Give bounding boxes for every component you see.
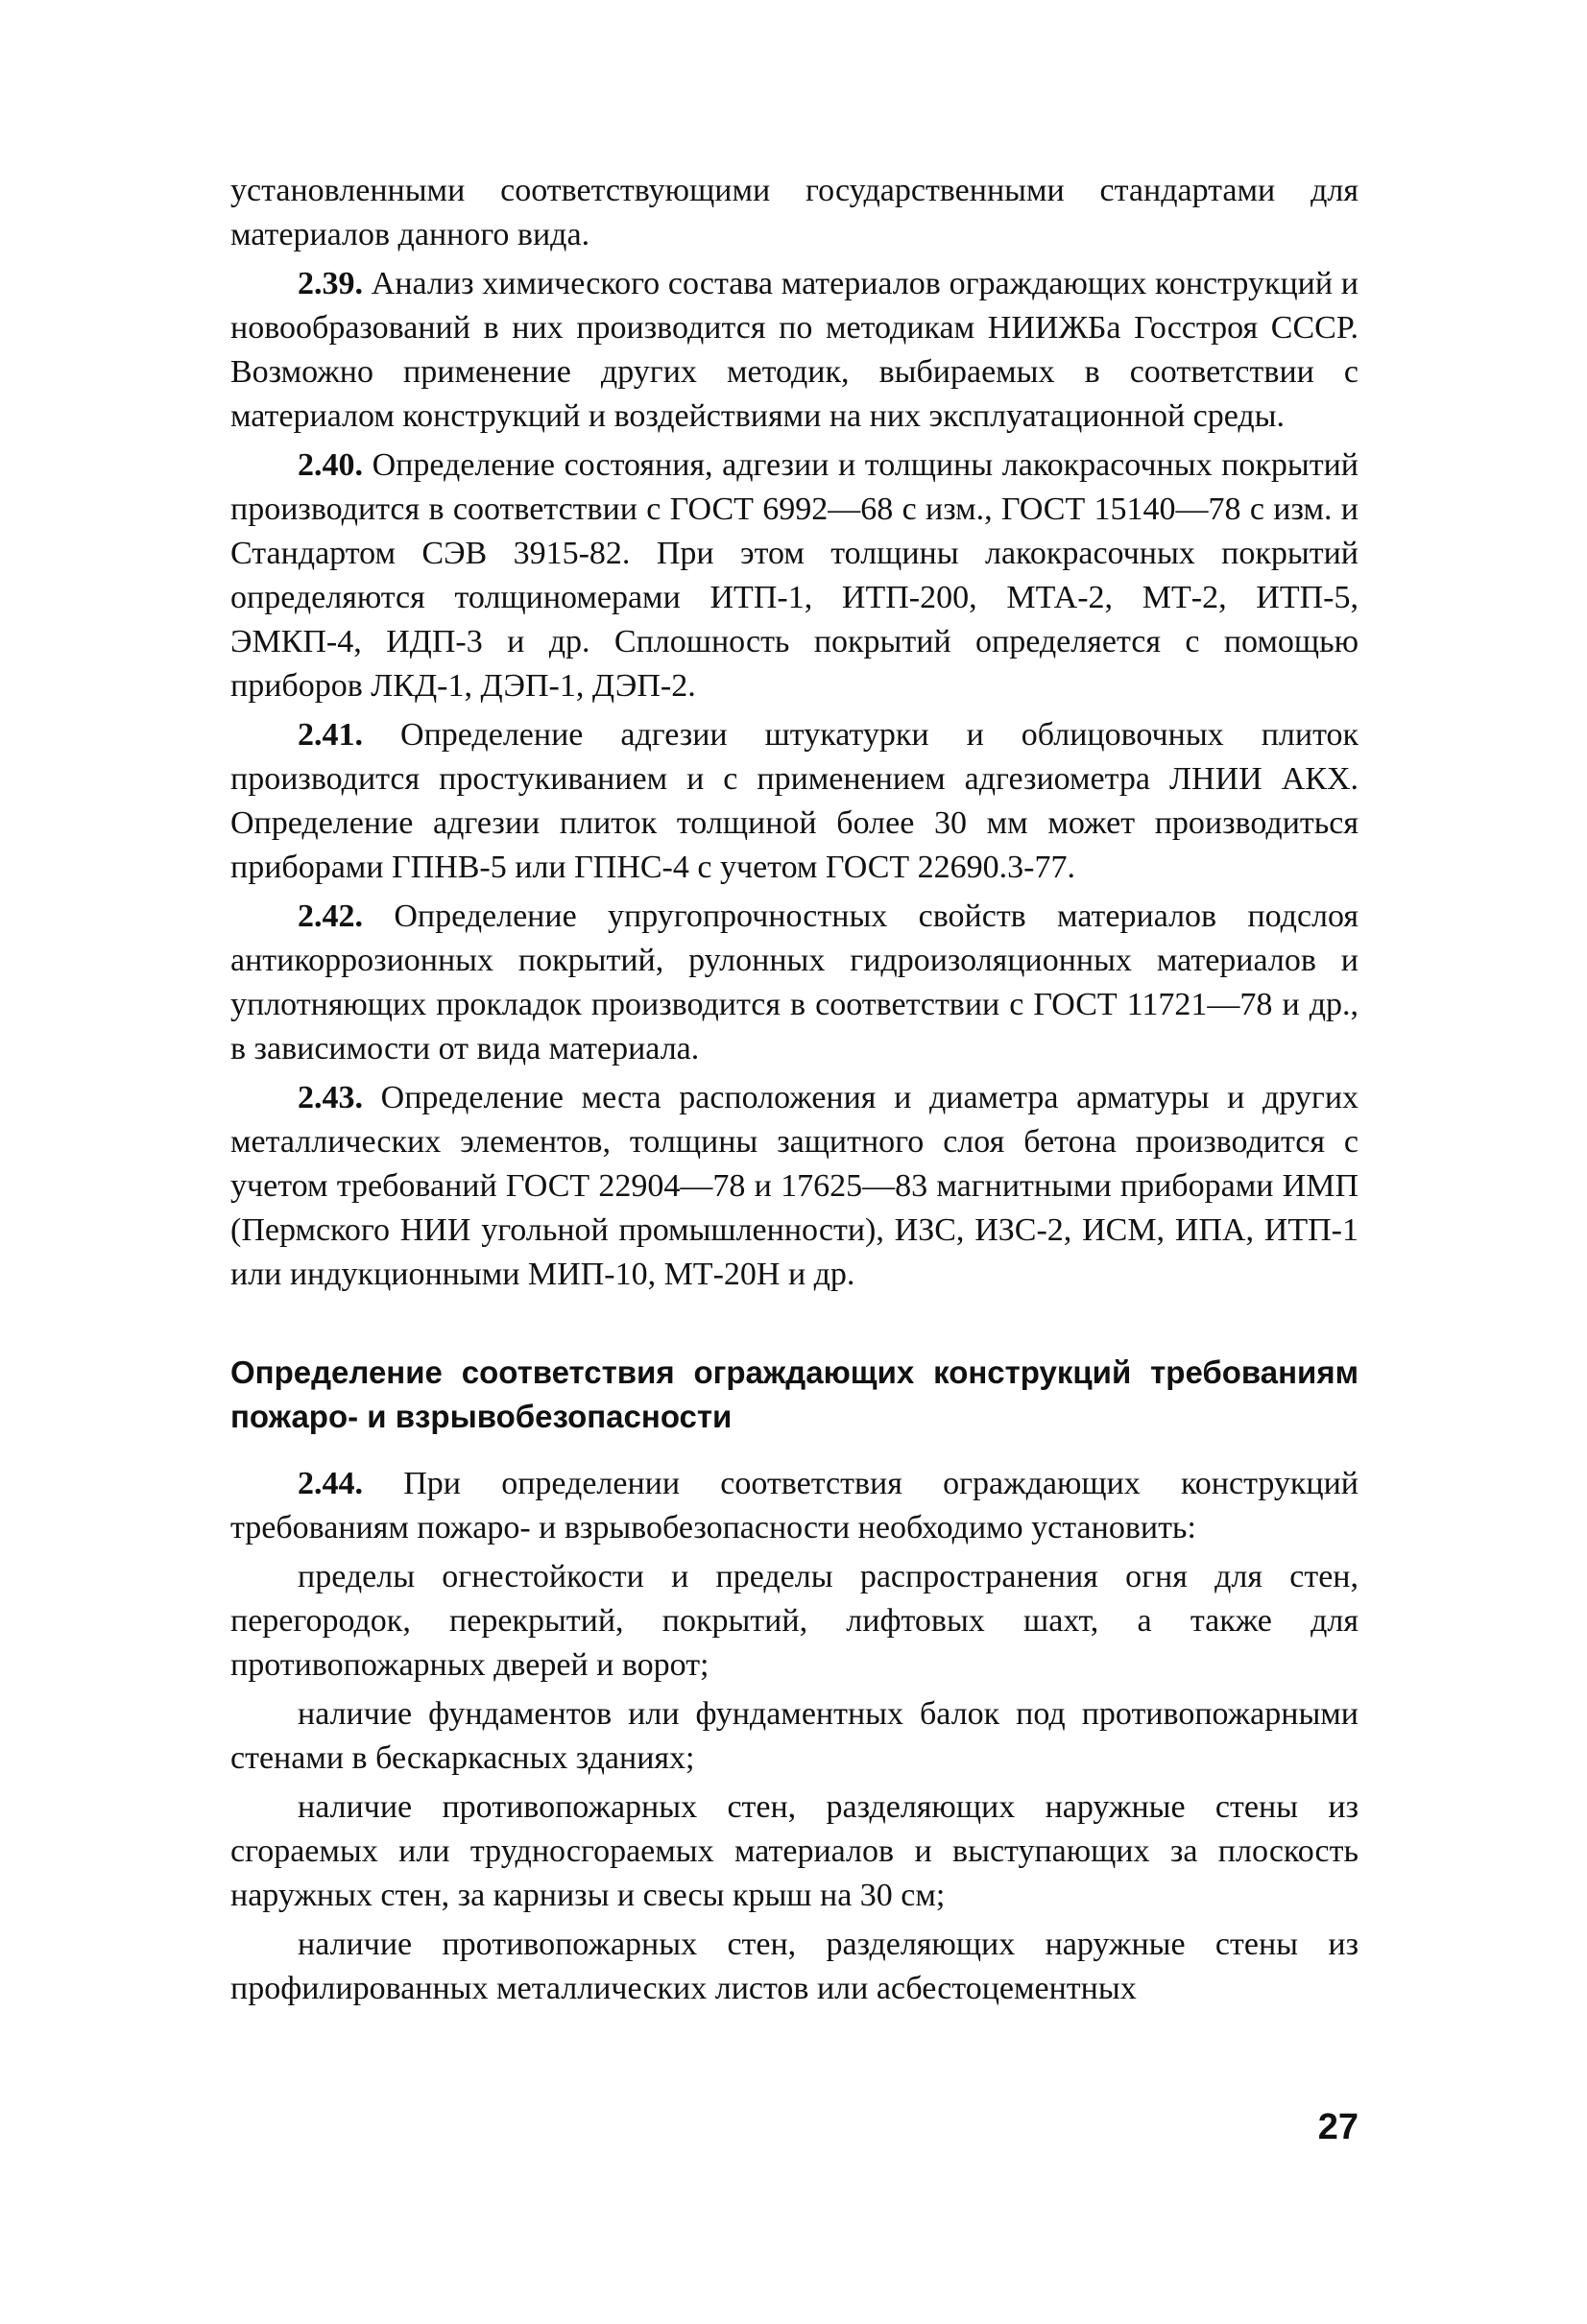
paragraph-number: 2.39. xyxy=(298,266,363,301)
paragraph-2-41 xyxy=(230,713,1359,890)
paragraph-2-43 xyxy=(230,1076,1359,1297)
paragraph-number: 2.41. xyxy=(298,717,363,753)
list-item-foundations xyxy=(230,1692,1359,1781)
paragraph-number: 2.43. xyxy=(298,1080,363,1115)
paragraph-text: установленными соответствующими государственными стандартами для материалов данного вида. xyxy=(230,173,1359,252)
paragraph-text: Анализ химического состава материалов ограждающих конструкций и новообразований в них производится по методикам НИИЖБа Госстроя СССР. Возможно применение других методик, выбираемых в соответствии с материалом конструкций и воздействиями на них эксплуатационной среды. xyxy=(230,266,1359,434)
paragraph-text: Определение адгезии штукатурки и облицовочных плиток производится простукиванием и с применением адгезиометра ЛНИИ АКХ. Определение адгезии плиток толщиной более 30 мм может производиться приборами ГПНВ-5 или ГПНС-4 с учетом ГОСТ 22690.3-77. xyxy=(230,717,1359,885)
paragraph-text: При определении соответствия ограждающих конструкций требованиям пожаро- и взрывобезопасности необходимо установить: xyxy=(230,1466,1359,1545)
section-heading: Определение соответствия ограждающих конструкций требованиям пожаро- и взрывобезопасности xyxy=(230,1354,1359,1434)
paragraph-text: наличие фундаментов или фундаментных балок под противопожарными стенами в бескаркасных зданиях; xyxy=(230,1696,1359,1776)
paragraph-text: Определение упругопрочностных свойств материалов подслоя антикоррозионных покрытий, рулонных гидроизоляционных материалов и уплотняющих прокладок производится в соответствии с ГОСТ 11721—78 и др., в зависимости от вида материала. xyxy=(230,898,1359,1066)
paragraph-2-44 xyxy=(230,1462,1359,1550)
paragraph-number: 2.42. xyxy=(298,898,363,934)
page-number: 27 xyxy=(1317,2107,1359,2147)
list-item-firewalls-metal xyxy=(230,1923,1359,2011)
paragraph-text: пределы огнестойкости и пределы распространения огня для стен, перегородок, перекрытий, покрытий, лифтовых шахт, а также для противопожарных дверей и ворот; xyxy=(230,1559,1359,1683)
paragraph-2-40 xyxy=(230,443,1359,708)
paragraph-2-42 xyxy=(230,895,1359,1071)
paragraph-number: 2.44. xyxy=(298,1466,363,1501)
list-item-fire-resistance xyxy=(230,1555,1359,1688)
paragraph-2-39 xyxy=(230,262,1359,439)
paragraph-number: 2.40. xyxy=(298,447,363,483)
paragraph-text: наличие противопожарных стен, разделяющих наружные стены из сгораемых или трудносгораемых материалов и выступающих за плоскость наружных стен, за карнизы и свесы крыш на 30 см; xyxy=(230,1789,1359,1913)
document-page xyxy=(230,169,1359,2016)
paragraph-text: Определение места расположения и диаметра арматуры и других металлических элементов, толщины защитного слоя бетона производится с учетом требований ГОСТ 22904—78 и 17625—83 магнитными приборами ИМП (Пермского НИИ угольной промышленности), ИЗС, ИЗС-2, ИСМ, ИПА, ИТП-1 или индукционными МИП-10, МТ-20Н и др. xyxy=(230,1080,1359,1292)
paragraph-continuation xyxy=(230,169,1359,257)
paragraph-text: наличие противопожарных стен, разделяющих наружные стены из профилированных металлических листов или асбестоцементных xyxy=(230,1927,1359,2006)
list-item-firewalls-combustible xyxy=(230,1785,1359,1918)
paragraph-text: Определение состояния, адгезии и толщины лакокрасочных покрытий производится в соответствии с ГОСТ 6992—68 с изм., ГОСТ 15140—78 с изм. и Стандартом СЭВ 3915-82. При этом толщины лакокрасочных покрытий определяются толщиномерами ИТП-1, ИТП-200, МТА-2, МТ-2, ИТП-5, ЭМКП-4, ИДП-3 и др. Сплошность покрытий определяется с помощью приборов ЛКД-1, ДЭП-1, ДЭП-2. xyxy=(230,447,1359,704)
